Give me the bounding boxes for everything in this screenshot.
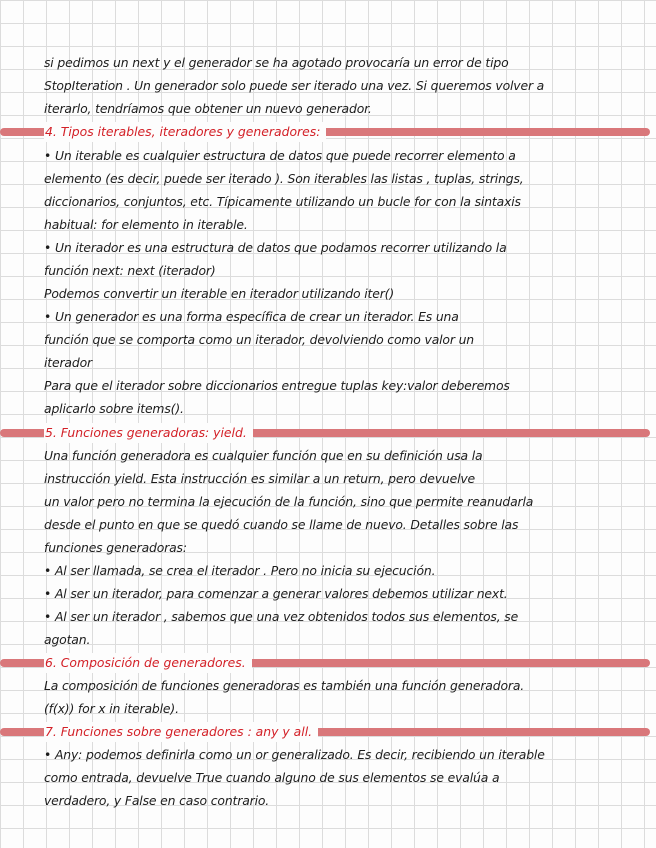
heading-label: 6. Composición de generadores. bbox=[44, 653, 252, 673]
text-line: • Un generador es una forma específica de crear un iterador. Es una bbox=[44, 309, 459, 324]
text-line: función que se comporta como un iterador, devolviendo como valor un bbox=[44, 332, 475, 347]
text-line: • Al ser un iterador , sabemos que una vez obtenidos todos sus elementos, se bbox=[44, 609, 519, 624]
text-line: iterador bbox=[44, 355, 92, 370]
text-line: (f(x)) for x in iterable). bbox=[44, 701, 179, 716]
text-line: elemento (es decir, puede ser iterado ). Son iterables las listas , tuplas, strings, bbox=[44, 171, 524, 186]
text-line: instrucción yield. Esta instrucción es similar a un return, pero devuelve bbox=[44, 471, 476, 486]
text-line: un valor pero no termina la ejecución de la función, sino que permite reanudarla bbox=[44, 494, 534, 509]
text-line: La composición de funciones generadoras es también una función generadora. bbox=[44, 678, 525, 693]
section-heading bbox=[0, 122, 656, 142]
text-line: Para que el iterador sobre diccionarios entregue tuplas key:valor deberemos bbox=[44, 378, 510, 393]
text-line: iterarlo, tendríamos que obtener un nuevo generador. bbox=[44, 101, 372, 116]
text-line: habitual: for elemento in iterable. bbox=[44, 217, 248, 232]
text-line: • Un iterador es una estructura de datos que podamos recorrer utilizando la bbox=[44, 240, 507, 255]
text-line: • Al ser un iterador, para comenzar a generar valores debemos utilizar next. bbox=[44, 586, 508, 601]
text-line: verdadero, y False en caso contrario. bbox=[44, 793, 270, 808]
text-line: StopIteration . Un generador solo puede ser iterado una vez. Si queremos volver a bbox=[44, 78, 545, 93]
text-line: Podemos convertir un iterable en iterador utilizando iter() bbox=[44, 286, 395, 301]
text-line: • Un iterable es cualquier estructura de datos que puede recorrer elemento a bbox=[44, 148, 516, 163]
text-line: si pedimos un next y el generador se ha agotado provocaría un error de tipo bbox=[44, 55, 509, 70]
heading-label: 4. Tipos iterables, iteradores y generadores: bbox=[44, 122, 326, 142]
text-line: diccionarios, conjuntos, etc. Típicamente utilizando un bucle for con la sintaxis bbox=[44, 194, 521, 209]
text-line: como entrada, devuelve True cuando alguno de sus elementos se evalúa a bbox=[44, 770, 500, 785]
text-line: • Any: podemos definirla como un or generalizado. Es decir, recibiendo un iterable bbox=[44, 747, 545, 762]
section-heading bbox=[0, 423, 656, 443]
heading-label: 5. Funciones generadoras: yield. bbox=[44, 423, 253, 443]
section-heading bbox=[0, 722, 656, 742]
text-line: agotan. bbox=[44, 632, 91, 647]
text-line: desde el punto en que se quedó cuando se llame de nuevo. Detalles sobre las bbox=[44, 517, 519, 532]
text-line: Una función generadora es cualquier función que en su definición usa la bbox=[44, 448, 483, 463]
text-line: funciones generadoras: bbox=[44, 540, 187, 555]
text-line: • Al ser llamada, se crea el iterador . Pero no inicia su ejecución. bbox=[44, 563, 436, 578]
heading-label: 7. Funciones sobre generadores : any y all. bbox=[44, 722, 318, 742]
section-heading bbox=[0, 653, 656, 673]
text-line: aplicarlo sobre items(). bbox=[44, 401, 184, 416]
text-line: función next: next (iterador) bbox=[44, 263, 216, 278]
